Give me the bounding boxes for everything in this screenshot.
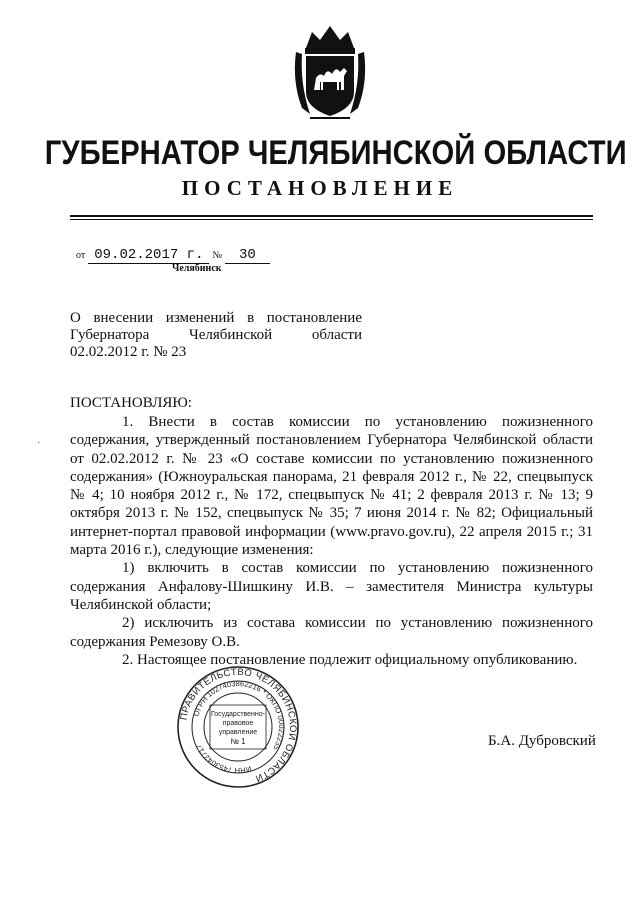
svg-text:ИНН 7453042717 xyxy=(194,743,252,775)
paragraph-1-item-1: 1) включить в состав комиссии по установлению пожизненного содержания Анфалову-Шишкину И.В. – заместителя Министра культуры Челябинской области; xyxy=(70,560,593,613)
subject-line: 02.02.2012 г. № 23 xyxy=(70,344,187,360)
header-rule-thin xyxy=(70,219,593,220)
paragraph-1: 1. Внести в состав комиссии по установлению пожизненного содержания, утвержденный постановлением Губернатора Челябинской области от 02.02.2012 г. № 23 «О составе комиссии по установлению пожизненного содержания» (Южноуральская панорама, 21 февраля 2012 г., № 22, спецвыпуск № 4; 10 ноября 2012 г., № 172, спецвыпуск № 41; 2 февраля 2013 г. № 13; 9 октября 2013 г. № 152, спецвыпуск № 35; 7 июня 2014 г. № 82; Официальный интернет-портал правовой информации (www.pravo.gov.ru), 22 апреля 2015 г.; 31 марта 2016 г.), следующие изменения: xyxy=(70,414,593,559)
seal-center-line: № 1 xyxy=(230,737,246,746)
seal-inn-text: ИНН 7453042717 xyxy=(194,742,253,776)
document-type: ПОСТАНОВЛЕНИЕ xyxy=(181,176,459,200)
official-seal-icon xyxy=(176,665,300,789)
seal-center-line: правовое xyxy=(222,720,254,727)
city: Челябинск xyxy=(172,263,222,274)
subject-block xyxy=(70,310,362,361)
paragraph-2: 2. Настоящее постановление подлежит официальному опубликованию. xyxy=(122,651,578,668)
decree-word: ПОСТАНОВЛЯЮ: xyxy=(70,395,192,411)
decree-body xyxy=(70,413,593,669)
document-date: 09.02.2017 г. xyxy=(88,247,209,264)
seal-center-line: управление xyxy=(218,729,258,736)
seal-outer-text: ПРАВИТЕЛЬСТВО ЧЕЛЯБИНСКОЙ ОБЛАСТИ xyxy=(178,666,299,784)
seal-codes-text: ОГРН 1027403862216 * ОКПО 00022235 xyxy=(191,678,287,752)
coat-of-arms-icon xyxy=(292,22,368,120)
date-prefix: от xyxy=(76,250,86,261)
seal-center-line: Государственно- xyxy=(210,711,266,718)
authority-title: ГУБЕРНАТОР ЧЕЛЯБИНСКОЙ ОБЛАСТИ xyxy=(44,134,627,172)
header-rule-thick xyxy=(70,215,593,217)
subject-line: Губернатора Челябинской области xyxy=(70,327,362,343)
document-number: 30 xyxy=(225,247,270,264)
date-number-line xyxy=(76,247,270,263)
signatory-name: Б.А. Дубровский xyxy=(488,733,596,749)
margin-mark: · xyxy=(37,438,41,449)
subject-line: О внесении изменений в постановление xyxy=(70,310,362,326)
paragraph-1-item-2: 2) исключить из состава комиссии по установлению пожизненного содержания Ремезову О.В. xyxy=(70,615,593,650)
number-sign: № xyxy=(212,250,223,261)
